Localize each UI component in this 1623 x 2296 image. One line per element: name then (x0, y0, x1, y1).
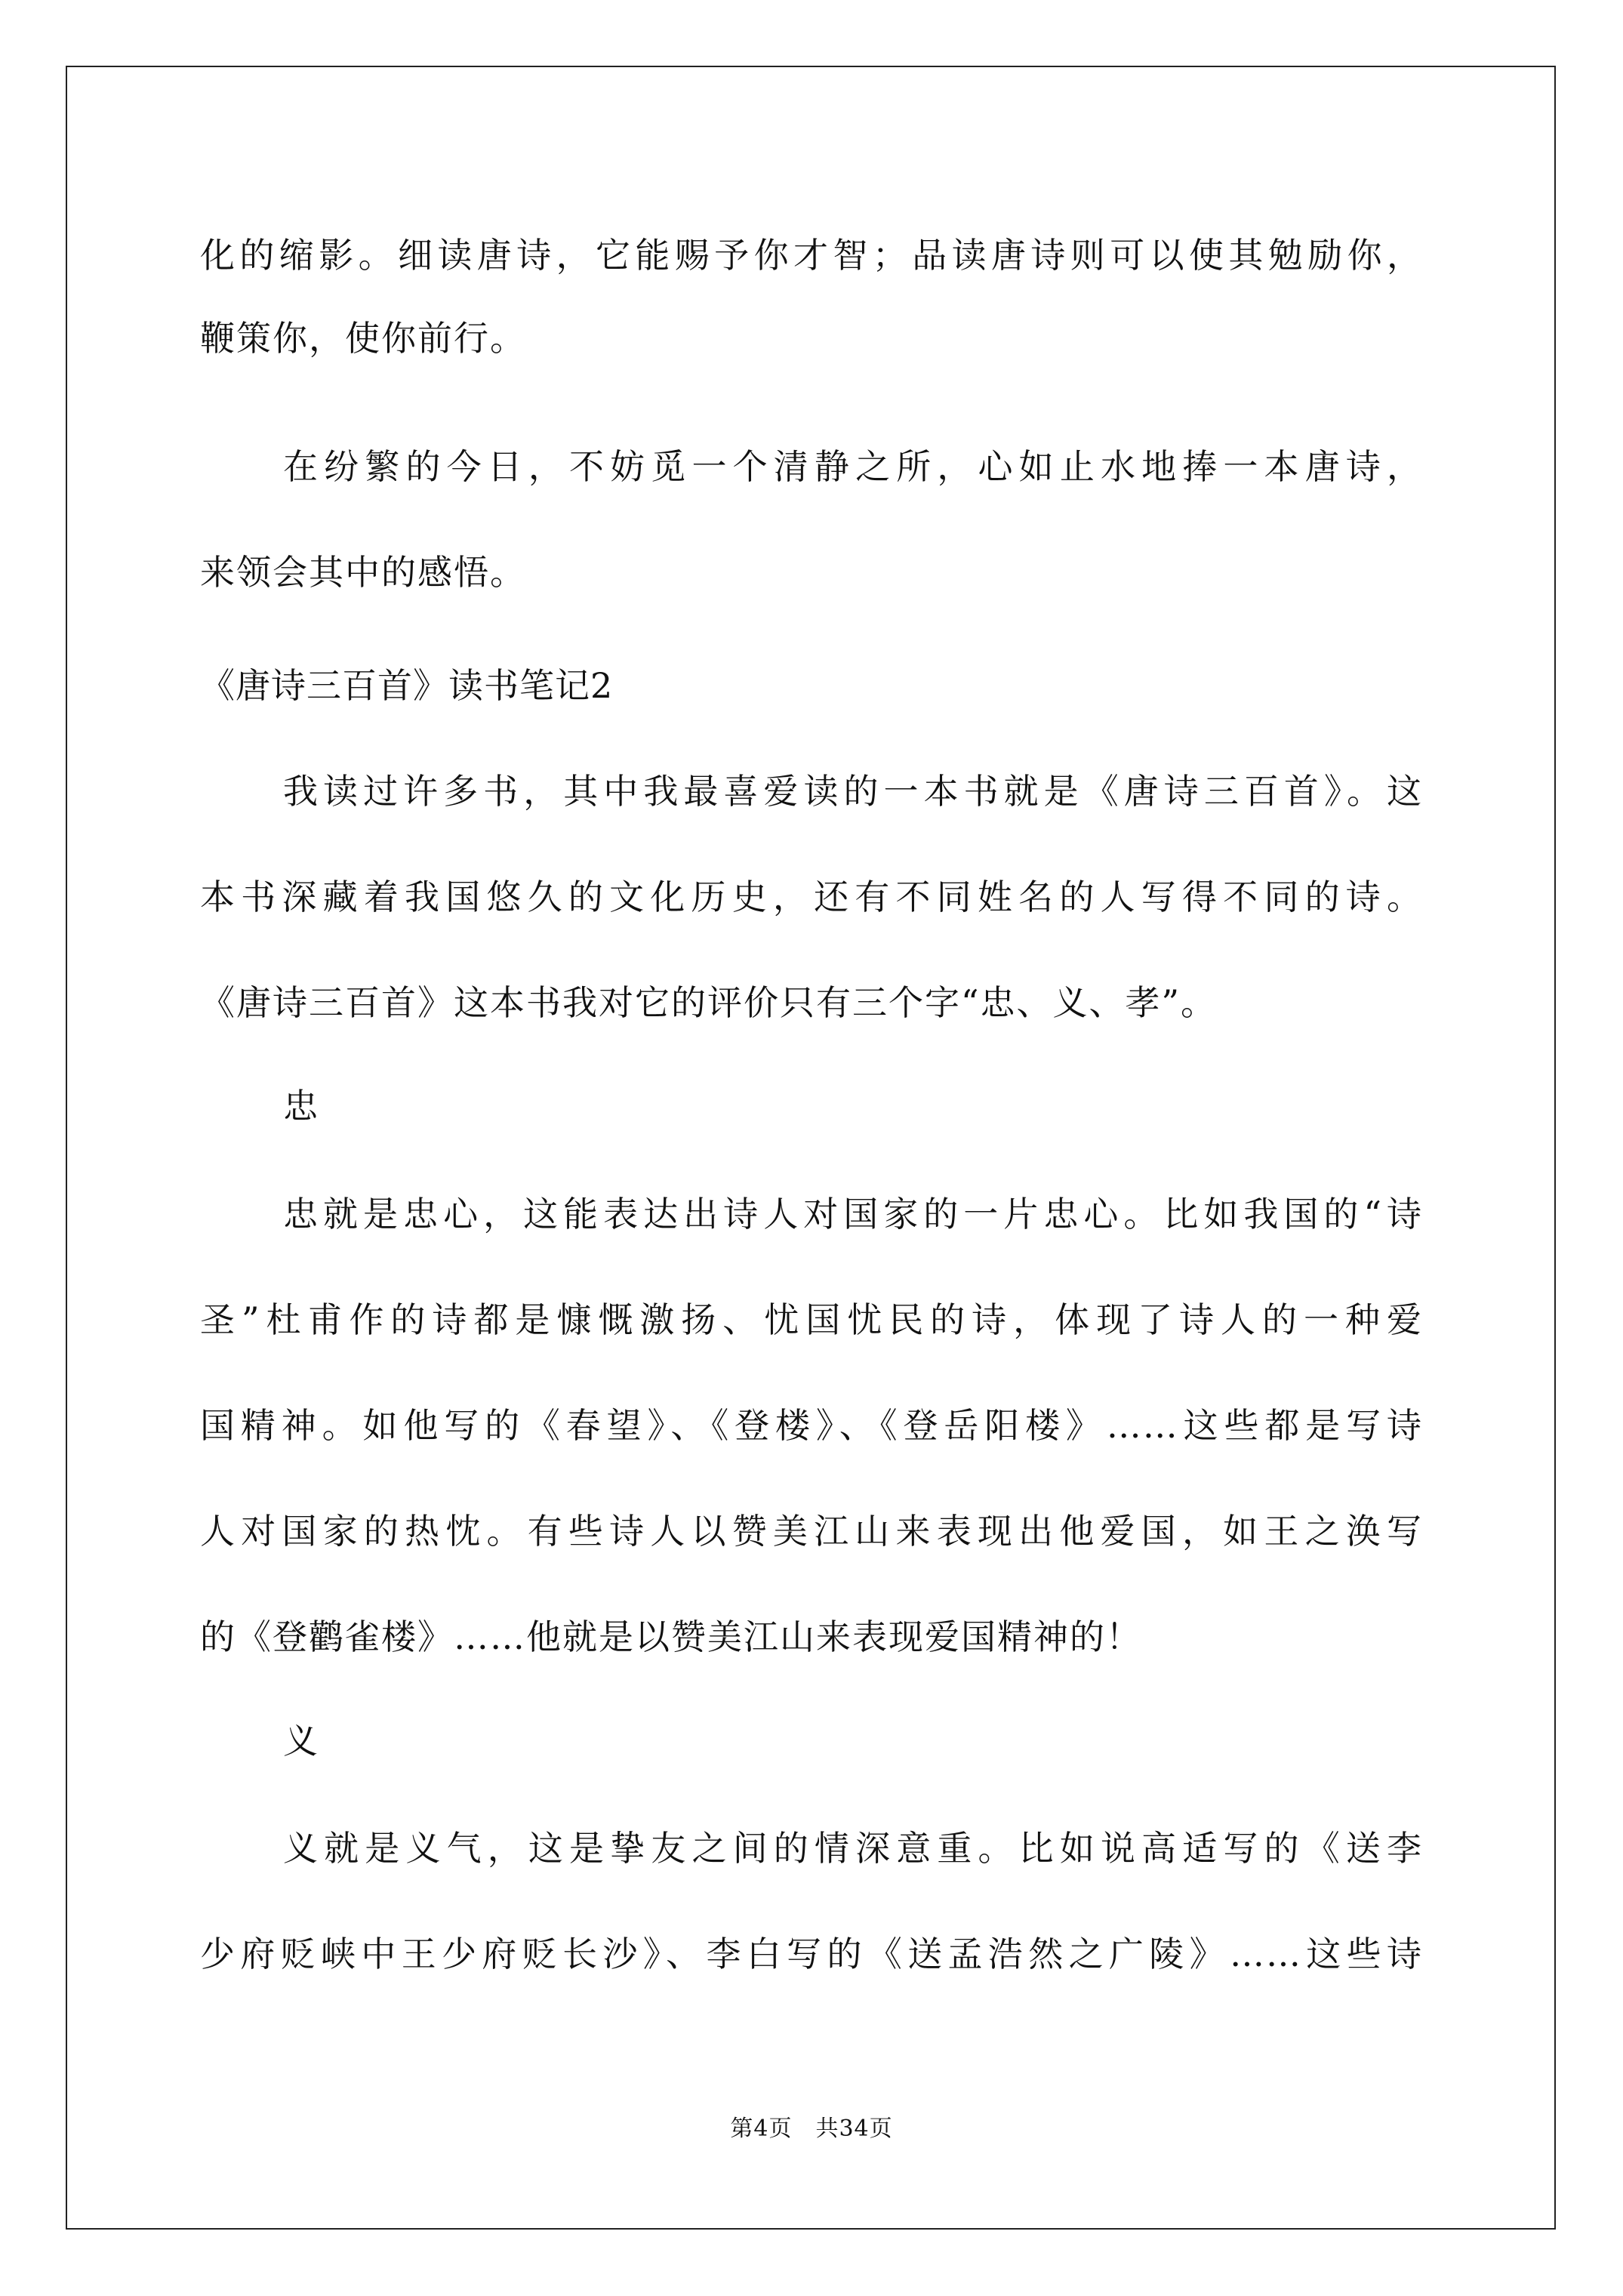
paragraph-line: 化的缩影。细读唐诗，它能赐予你才智；品读唐诗则可以使其勉励你， (200, 235, 1423, 276)
paragraph-line: 的《登鹳雀楼》……他就是以赞美江山来表现爱国精神的！ (200, 1616, 1142, 1657)
page-frame (66, 66, 1556, 2230)
paragraph-line: 义就是义气，这是挚友之间的情深意重。比如说高适写的《送李 (283, 1828, 1423, 1869)
paragraph-line: 圣”杜甫作的诗都是慷慨激扬、忧国忧民的诗，体现了诗人的一种爱 (200, 1299, 1423, 1340)
paragraph-line: 在纷繁的今日，不妨觅一个清静之所，心如止水地捧一本唐诗， (283, 446, 1423, 487)
page-number: 第4页 共34页 (730, 2116, 893, 2142)
paragraph-line: 我读过许多书，其中我最喜爱读的一本书就是《唐诗三百首》。这 (283, 771, 1423, 812)
subheading: 义 (283, 1721, 319, 1761)
paragraph-line: 国精神。如他写的《春望》、《登楼》、《登岳阳楼》……这些都是写诗 (200, 1405, 1423, 1446)
paragraph-line: 鞭策你，使你前行。 (200, 318, 526, 359)
subheading: 忠 (283, 1086, 319, 1126)
paragraph-line: 来领会其中的感悟。 (200, 552, 526, 593)
paragraph-line: 忠就是忠心，这能表达出诗人对国家的一片忠心。比如我国的“诗 (283, 1194, 1423, 1234)
paragraph-line: 少府贬峡中王少府贬长沙》、李白写的《送孟浩然之广陵》……这些诗 (200, 1934, 1423, 1974)
paragraph-line: 《唐诗三百首》这本书我对它的评价只有三个字“忠、义、孝”。 (200, 982, 1218, 1023)
paragraph-line: 本书深藏着我国悠久的文化历史，还有不同姓名的人写得不同的诗。 (200, 877, 1423, 917)
paragraph-line: 人对国家的热忱。有些诗人以赞美江山来表现出他爱国，如王之涣写 (200, 1511, 1423, 1552)
section-heading: 《唐诗三百首》读书笔记2 (200, 665, 614, 706)
